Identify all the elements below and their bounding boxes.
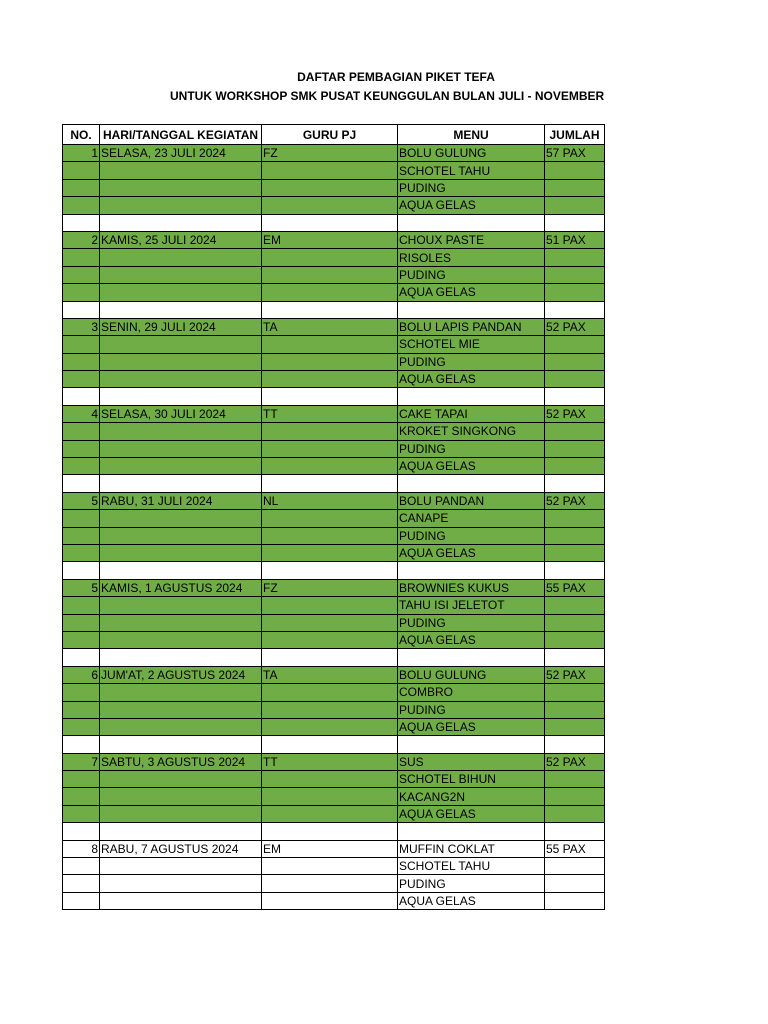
cell-guru — [262, 458, 398, 475]
document-subtitle: UNTUK WORKSHOP SMK PUSAT KEUNGGULAN BULAN JULI - NOVEMBER — [170, 89, 605, 103]
table-body — [63, 145, 605, 910]
cell-no — [63, 353, 100, 370]
spacer-row — [63, 388, 605, 405]
cell-menu: CHOUX PASTE — [398, 231, 545, 248]
cell-no — [63, 162, 100, 179]
cell-date — [100, 440, 262, 457]
empty-cell — [63, 301, 100, 318]
empty-cell — [100, 301, 262, 318]
table-row — [63, 458, 605, 475]
cell-no: 6 — [63, 666, 100, 683]
cell-guru: FZ — [262, 145, 398, 162]
cell-menu: PUDING — [398, 875, 545, 892]
cell-guru — [262, 788, 398, 805]
cell-no — [63, 614, 100, 631]
empty-cell — [398, 823, 545, 840]
cell-guru: NL — [262, 492, 398, 509]
cell-menu: PUDING — [398, 266, 545, 283]
cell-date — [100, 249, 262, 266]
table-row — [63, 440, 605, 457]
empty-cell — [398, 301, 545, 318]
cell-jumlah — [545, 266, 605, 283]
cell-menu: AQUA GELAS — [398, 718, 545, 735]
cell-no — [63, 527, 100, 544]
cell-no — [63, 423, 100, 440]
spacer-row — [63, 562, 605, 579]
cell-guru: TT — [262, 405, 398, 422]
empty-cell — [545, 475, 605, 492]
header-guru: GURU PJ — [262, 125, 398, 145]
table-row — [63, 840, 605, 857]
cell-no — [63, 858, 100, 875]
cell-guru — [262, 614, 398, 631]
cell-no — [63, 718, 100, 735]
table-row — [63, 527, 605, 544]
cell-menu: SCHOTEL TAHU — [398, 858, 545, 875]
cell-date — [100, 162, 262, 179]
cell-guru — [262, 162, 398, 179]
cell-menu: SUS — [398, 753, 545, 770]
empty-cell — [545, 649, 605, 666]
empty-cell — [63, 823, 100, 840]
empty-cell — [100, 214, 262, 231]
empty-cell — [63, 649, 100, 666]
cell-no — [63, 701, 100, 718]
empty-cell — [545, 562, 605, 579]
cell-jumlah: 55 PAX — [545, 579, 605, 596]
empty-cell — [63, 736, 100, 753]
cell-date — [100, 684, 262, 701]
cell-guru — [262, 875, 398, 892]
cell-menu: AQUA GELAS — [398, 544, 545, 561]
cell-guru: TA — [262, 318, 398, 335]
spacer-row — [63, 214, 605, 231]
cell-guru — [262, 718, 398, 735]
cell-no — [63, 805, 100, 822]
spacer-row — [63, 649, 605, 666]
cell-no — [63, 510, 100, 527]
cell-guru — [262, 336, 398, 353]
cell-date — [100, 892, 262, 909]
cell-no — [63, 544, 100, 561]
cell-guru — [262, 510, 398, 527]
cell-no — [63, 788, 100, 805]
empty-cell — [545, 301, 605, 318]
cell-date: SELASA, 23 JULI 2024 — [100, 145, 262, 162]
cell-jumlah — [545, 875, 605, 892]
cell-date — [100, 788, 262, 805]
cell-date — [100, 284, 262, 301]
cell-no — [63, 266, 100, 283]
cell-no — [63, 458, 100, 475]
cell-date — [100, 858, 262, 875]
cell-no: 4 — [63, 405, 100, 422]
cell-guru — [262, 805, 398, 822]
cell-jumlah — [545, 701, 605, 718]
cell-no — [63, 597, 100, 614]
cell-jumlah — [545, 597, 605, 614]
table-row — [63, 197, 605, 214]
empty-cell — [398, 736, 545, 753]
cell-jumlah — [545, 510, 605, 527]
empty-cell — [63, 562, 100, 579]
cell-no — [63, 892, 100, 909]
cell-date: SABTU, 3 AGUSTUS 2024 — [100, 753, 262, 770]
cell-jumlah — [545, 684, 605, 701]
cell-menu: AQUA GELAS — [398, 892, 545, 909]
cell-menu: BOLU GULUNG — [398, 666, 545, 683]
cell-no — [63, 771, 100, 788]
cell-menu: AQUA GELAS — [398, 284, 545, 301]
cell-jumlah: 55 PAX — [545, 840, 605, 857]
cell-jumlah — [545, 544, 605, 561]
cell-menu: AQUA GELAS — [398, 631, 545, 648]
table-row — [63, 231, 605, 248]
header-jumlah: JUMLAH — [545, 125, 605, 145]
cell-menu: SCHOTEL BIHUN — [398, 771, 545, 788]
cell-menu: AQUA GELAS — [398, 458, 545, 475]
cell-menu: TAHU ISI JELETOT — [398, 597, 545, 614]
empty-cell — [100, 475, 262, 492]
cell-no: 5 — [63, 579, 100, 596]
table-row — [63, 249, 605, 266]
spacer-row — [63, 475, 605, 492]
cell-jumlah — [545, 371, 605, 388]
cell-date — [100, 701, 262, 718]
cell-guru: EM — [262, 231, 398, 248]
cell-jumlah — [545, 284, 605, 301]
empty-cell — [262, 214, 398, 231]
cell-menu: PUDING — [398, 440, 545, 457]
cell-date — [100, 544, 262, 561]
cell-date: JUM'AT, 2 AGUSTUS 2024 — [100, 666, 262, 683]
cell-jumlah — [545, 631, 605, 648]
empty-cell — [262, 562, 398, 579]
table-row — [63, 405, 605, 422]
cell-no — [63, 371, 100, 388]
cell-date: RABU, 7 AGUSTUS 2024 — [100, 840, 262, 857]
cell-no: 5 — [63, 492, 100, 509]
cell-no — [63, 631, 100, 648]
cell-date — [100, 353, 262, 370]
table-row — [63, 788, 605, 805]
cell-jumlah — [545, 788, 605, 805]
empty-cell — [545, 823, 605, 840]
empty-cell — [545, 214, 605, 231]
table-row — [63, 858, 605, 875]
table-header-row — [63, 125, 605, 145]
cell-guru — [262, 179, 398, 196]
cell-jumlah: 52 PAX — [545, 318, 605, 335]
cell-jumlah: 52 PAX — [545, 492, 605, 509]
table-row — [63, 145, 605, 162]
cell-guru — [262, 631, 398, 648]
empty-cell — [545, 736, 605, 753]
cell-menu: PUDING — [398, 527, 545, 544]
table-row — [63, 666, 605, 683]
cell-date: SELASA, 30 JULI 2024 — [100, 405, 262, 422]
cell-menu: PUDING — [398, 614, 545, 631]
cell-menu: BOLU LAPIS PANDAN — [398, 318, 545, 335]
cell-jumlah — [545, 614, 605, 631]
table-row — [63, 162, 605, 179]
cell-jumlah — [545, 527, 605, 544]
empty-cell — [100, 562, 262, 579]
table-row — [63, 318, 605, 335]
cell-jumlah — [545, 336, 605, 353]
table-row — [63, 579, 605, 596]
table-row — [63, 892, 605, 909]
cell-guru: EM — [262, 840, 398, 857]
cell-menu: AQUA GELAS — [398, 197, 545, 214]
cell-menu: MUFFIN COKLAT — [398, 840, 545, 857]
table-row — [63, 701, 605, 718]
cell-jumlah: 52 PAX — [545, 405, 605, 422]
cell-guru — [262, 701, 398, 718]
spacer-row — [63, 301, 605, 318]
cell-jumlah — [545, 162, 605, 179]
cell-jumlah — [545, 197, 605, 214]
table-row — [63, 875, 605, 892]
cell-menu: AQUA GELAS — [398, 805, 545, 822]
cell-guru — [262, 858, 398, 875]
cell-no: 1 — [63, 145, 100, 162]
cell-menu: SCHOTEL MIE — [398, 336, 545, 353]
empty-cell — [63, 475, 100, 492]
empty-cell — [398, 214, 545, 231]
header-date: HARI/TANGGAL KEGIATAN — [100, 125, 262, 145]
empty-cell — [262, 388, 398, 405]
cell-guru — [262, 892, 398, 909]
cell-date — [100, 875, 262, 892]
cell-menu: CANAPE — [398, 510, 545, 527]
cell-date — [100, 266, 262, 283]
cell-guru — [262, 249, 398, 266]
cell-jumlah — [545, 249, 605, 266]
empty-cell — [398, 649, 545, 666]
table-row — [63, 718, 605, 735]
table-row — [63, 179, 605, 196]
empty-cell — [398, 562, 545, 579]
header-no: NO. — [63, 125, 100, 145]
empty-cell — [100, 736, 262, 753]
cell-jumlah — [545, 440, 605, 457]
cell-guru — [262, 597, 398, 614]
cell-guru — [262, 266, 398, 283]
cell-menu: BOLU GULUNG — [398, 145, 545, 162]
cell-jumlah: 51 PAX — [545, 231, 605, 248]
cell-guru: FZ — [262, 579, 398, 596]
cell-jumlah — [545, 771, 605, 788]
cell-guru — [262, 440, 398, 457]
cell-no: 3 — [63, 318, 100, 335]
cell-date — [100, 527, 262, 544]
cell-menu: COMBRO — [398, 684, 545, 701]
table-row — [63, 544, 605, 561]
cell-no: 8 — [63, 840, 100, 857]
cell-jumlah: 52 PAX — [545, 753, 605, 770]
cell-date — [100, 197, 262, 214]
cell-date — [100, 718, 262, 735]
cell-jumlah — [545, 179, 605, 196]
table-row — [63, 492, 605, 509]
cell-guru: TA — [262, 666, 398, 683]
cell-guru — [262, 353, 398, 370]
spacer-row — [63, 823, 605, 840]
cell-date — [100, 631, 262, 648]
table-row — [63, 423, 605, 440]
cell-no — [63, 284, 100, 301]
empty-cell — [63, 214, 100, 231]
table-row — [63, 684, 605, 701]
empty-cell — [100, 823, 262, 840]
document-title: DAFTAR PEMBAGIAN PIKET TEFA — [297, 70, 495, 84]
cell-date — [100, 336, 262, 353]
header-menu: MENU — [398, 125, 545, 145]
cell-guru — [262, 771, 398, 788]
empty-cell — [545, 388, 605, 405]
table-row — [63, 771, 605, 788]
cell-jumlah — [545, 423, 605, 440]
empty-cell — [63, 388, 100, 405]
cell-date — [100, 423, 262, 440]
cell-menu: BROWNIES KUKUS — [398, 579, 545, 596]
table-row — [63, 353, 605, 370]
cell-menu: PUDING — [398, 701, 545, 718]
table-row — [63, 805, 605, 822]
empty-cell — [398, 388, 545, 405]
spacer-row — [63, 736, 605, 753]
table-row — [63, 597, 605, 614]
cell-no — [63, 197, 100, 214]
cell-guru — [262, 371, 398, 388]
cell-no — [63, 440, 100, 457]
cell-menu: RISOLES — [398, 249, 545, 266]
cell-date: RABU, 31 JULI 2024 — [100, 492, 262, 509]
empty-cell — [262, 736, 398, 753]
cell-date: KAMIS, 25 JULI 2024 — [100, 231, 262, 248]
empty-cell — [398, 475, 545, 492]
cell-no — [63, 684, 100, 701]
cell-date: SENIN, 29 JULI 2024 — [100, 318, 262, 335]
cell-menu: CAKE TAPAI — [398, 405, 545, 422]
cell-date: KAMIS, 1 AGUSTUS 2024 — [100, 579, 262, 596]
table-row — [63, 266, 605, 283]
cell-date — [100, 510, 262, 527]
empty-cell — [262, 823, 398, 840]
cell-date — [100, 614, 262, 631]
cell-jumlah — [545, 892, 605, 909]
cell-jumlah — [545, 458, 605, 475]
cell-no — [63, 179, 100, 196]
cell-no: 7 — [63, 753, 100, 770]
cell-menu: AQUA GELAS — [398, 371, 545, 388]
empty-cell — [262, 301, 398, 318]
table-row — [63, 753, 605, 770]
cell-jumlah: 57 PAX — [545, 145, 605, 162]
cell-guru — [262, 527, 398, 544]
table-row — [63, 336, 605, 353]
cell-jumlah — [545, 805, 605, 822]
table-row — [63, 371, 605, 388]
cell-guru: TT — [262, 753, 398, 770]
cell-menu: KROKET SINGKONG — [398, 423, 545, 440]
table-row — [63, 284, 605, 301]
cell-menu: KACANG2N — [398, 788, 545, 805]
cell-date — [100, 371, 262, 388]
cell-guru — [262, 684, 398, 701]
cell-guru — [262, 423, 398, 440]
cell-no — [63, 336, 100, 353]
cell-menu: PUDING — [398, 353, 545, 370]
piket-table — [62, 124, 605, 910]
cell-menu: SCHOTEL TAHU — [398, 162, 545, 179]
cell-menu: BOLU PANDAN — [398, 492, 545, 509]
cell-no — [63, 249, 100, 266]
empty-cell — [262, 475, 398, 492]
empty-cell — [262, 649, 398, 666]
cell-date — [100, 805, 262, 822]
cell-guru — [262, 197, 398, 214]
cell-jumlah — [545, 353, 605, 370]
cell-menu: PUDING — [398, 179, 545, 196]
empty-cell — [100, 649, 262, 666]
table-row — [63, 510, 605, 527]
cell-guru — [262, 544, 398, 561]
cell-no — [63, 875, 100, 892]
cell-date — [100, 771, 262, 788]
table-row — [63, 631, 605, 648]
cell-guru — [262, 284, 398, 301]
empty-cell — [100, 388, 262, 405]
cell-date — [100, 458, 262, 475]
cell-no: 2 — [63, 231, 100, 248]
cell-jumlah — [545, 858, 605, 875]
table-row — [63, 614, 605, 631]
cell-date — [100, 597, 262, 614]
cell-jumlah — [545, 718, 605, 735]
cell-date — [100, 179, 262, 196]
cell-jumlah: 52 PAX — [545, 666, 605, 683]
